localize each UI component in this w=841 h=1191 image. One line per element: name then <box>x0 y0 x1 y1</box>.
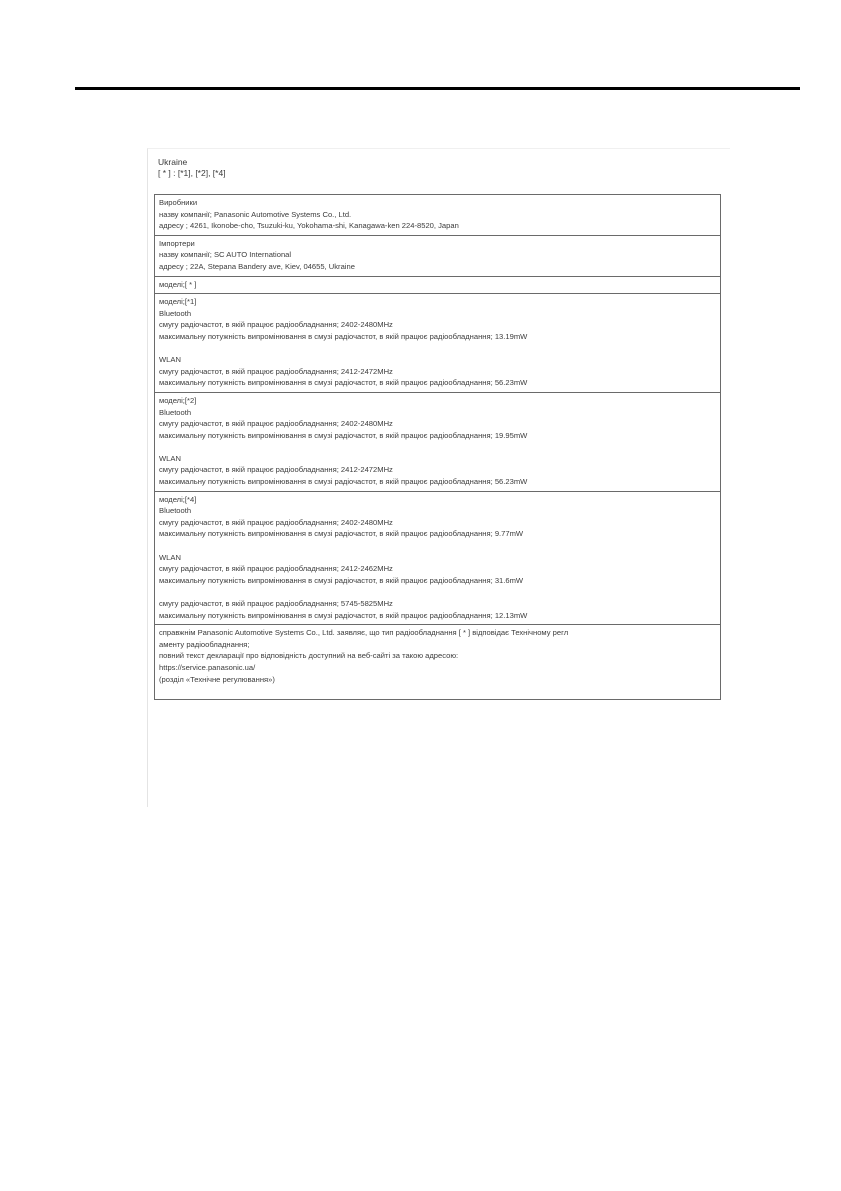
model1-title: моделі;[*1] <box>159 297 197 307</box>
model4-title: моделі;[*4] <box>159 494 197 504</box>
model1-wlan-power: максимальну потужність випромінювання в смузі радіочастот, в якій працює радіообладнання; 56.23mW <box>159 378 528 388</box>
importer-company: назву компанії; SC AUTO International <box>159 250 292 260</box>
manufacturer-address: адресу ; 4261, Ikonobe-cho, Tsuzuki-ku, Yokohama-shi, Kanagawa-ken 224-8520, Japan <box>159 221 459 231</box>
model4-wlan5-band: смугу радіочастот, в якій працює радіообладнання; 5745-5825MHz <box>159 599 393 608</box>
declaration-url: https://service.panasonic.ua/ <box>159 662 256 672</box>
model4-bt-band: смугу радіочастот, в якій працює радіообладнання; 2402-2480MHz <box>159 517 393 527</box>
model2-wlan-power: максимальну потужність випромінювання в смузі радіочастот, в якій працює радіообладнання; 56.23mW <box>159 477 528 487</box>
model4-bt-power: максимальну потужність випромінювання в смузі радіочастот, в якій працює радіообладнання; 9.77mW <box>159 529 524 539</box>
model4-wlan-label: WLAN <box>159 552 181 562</box>
models-all-cell <box>155 277 720 295</box>
declaration-table <box>154 194 721 700</box>
spacer <box>159 586 716 598</box>
model1-bt-label: Bluetooth <box>159 308 192 318</box>
importer-heading: Імпортери <box>159 238 195 248</box>
model2-bt-band: смугу радіочастот, в якій працює радіообладнання; 2402-2480MHz <box>159 419 393 429</box>
country-label: Ukraine <box>158 157 188 167</box>
model1-cell <box>155 294 720 393</box>
model1-wlan-band: смугу радіочастот, в якій працює радіообладнання; 2412-2472MHz <box>159 366 393 376</box>
declaration-section: (розділ «Технічне регулювання») <box>159 674 275 684</box>
declaration-cell <box>155 625 720 699</box>
declaration-line-1: справжнім Panasonic Automotive Systems Co., Ltd. заявляє, що тип радіообладнання [ * ] відповідає Технічному регл <box>159 628 569 638</box>
models-all-label: моделі;[ * ] <box>159 279 197 289</box>
manufacturer-company: назву компанії; Panasonic Automotive Systems Co., Ltd. <box>159 209 352 219</box>
spacer <box>159 441 716 453</box>
model4-wlan-power: максимальну потужність випромінювання в смузі радіочастот, в якій працює радіообладнання; 31.6mW <box>159 575 524 585</box>
model2-wlan-label: WLAN <box>159 453 181 463</box>
importer-address: адресу ; 22A, Stepana Bandery ave, Kiev, 04655, Ukraine <box>159 261 355 271</box>
manufacturer-heading: Виробники <box>159 198 198 207</box>
model4-cell <box>155 492 720 626</box>
model4-wlan-band: смугу радіочастот, в якій працює радіообладнання; 2412-2462MHz <box>159 564 393 574</box>
importer-cell <box>155 236 720 277</box>
header-rule <box>75 87 800 90</box>
model1-wlan-label: WLAN <box>159 355 181 365</box>
declaration-scan <box>147 148 730 807</box>
spacer <box>159 540 716 552</box>
model2-cell <box>155 393 720 492</box>
model2-bt-label: Bluetooth <box>159 407 192 417</box>
model2-bt-power: максимальну потужність випромінювання в смузі радіочастот, в якій працює радіообладнання; 19.95mW <box>159 430 528 440</box>
model4-bt-label: Bluetooth <box>159 506 192 516</box>
model1-bt-band: смугу радіочастот, в якій працює радіообладнання; 2402-2480MHz <box>159 320 393 330</box>
declaration-line-3: повний текст декларації про відповідність доступний на веб-сайті за такою адресою: <box>159 651 459 661</box>
scan-header <box>158 157 226 179</box>
model4-wlan5-power: максимальну потужність випромінювання в смузі радіочастот, в якій працює радіообладнання; 12.13mW <box>159 610 528 620</box>
declaration-line-2: аменту радіообладнання; <box>159 639 250 649</box>
model2-title: моделі;[*2] <box>159 395 197 405</box>
spacer <box>159 343 716 355</box>
model1-bt-power: максимальну потужність випромінювання в смузі радіочастот, в якій працює радіообладнання; 13.19mW <box>159 331 528 341</box>
manufacturer-cell <box>155 195 720 236</box>
models-line: [ * ] : [*1], [*2], [*4] <box>158 168 226 178</box>
model2-wlan-band: смугу радіочастот, в якій працює радіообладнання; 2412-2472MHz <box>159 465 393 475</box>
